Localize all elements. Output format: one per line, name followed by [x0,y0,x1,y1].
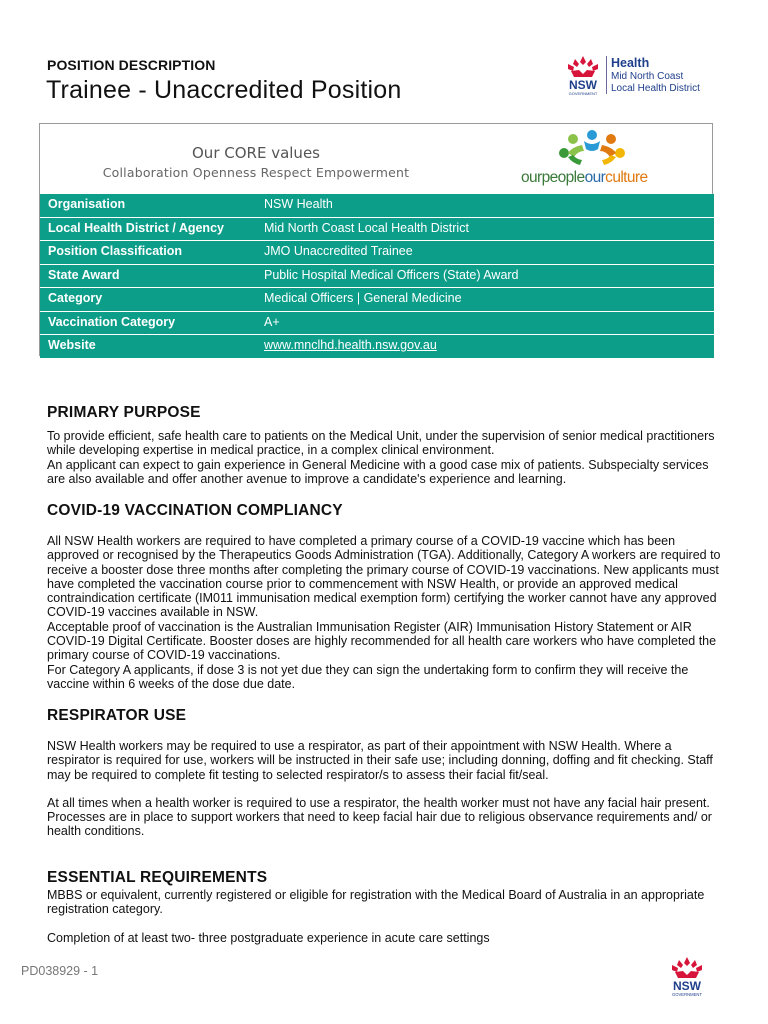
nsw-government-logo [664,954,710,1000]
info-label: Website [48,338,96,352]
footer-government-text: GOVERNMENT [671,992,703,997]
logo-district-line2: Local Health District [611,82,700,94]
logo-government-text: GOVERNMENT [568,91,598,96]
position-info-box [39,123,713,356]
covid-paragraph: Acceptable proof of vaccination is the Australian Immunisation Register (AIR) Immunisation History Statement or AIR COVID-19 Digital Certificate. Booster doses are highly recommended for all health care workers who have completed the primary course of COVID-19 vaccinations. [47,619,717,663]
logo-health-text: Health [611,56,650,70]
logo-divider [606,56,607,94]
info-label: State Award [48,267,120,282]
document-type: POSITION DESCRIPTION [47,57,216,73]
info-label: Category [48,291,103,305]
document-id: PD038929 - 1 [21,964,99,978]
waratah-icon [561,54,605,98]
respirator-paragraph: At all times when a health worker is required to use a respirator, the health worker must not have any facial hair present. Processes are in place to support workers that need to keep facial hair due to religious observance requirements and/ or health conditions. [47,795,712,839]
covid-paragraph: All NSW Health workers are required to have completed a primary course of a COVID-19 vaccine which has been approved or recognised by the Therapeutics Goods Administration (TGA). Additionally, Category A workers are required to receive a booster dose three months after completing the primary course of COVID-19 vaccinations. New applicants must have completed the vaccination course prior to commencement with NSW Health, or provide an approved medical contraindication certificate (IM011 immunisation medical exemption form) certifying the worker cannot have any approved COVID-19 vaccines available in NSW. [47,534,721,620]
info-label: Position Classification [48,244,183,258]
info-label: Vaccination Category [48,314,176,329]
respirator-body [47,739,727,839]
culture-word-ourpeople: ourpeople [521,169,585,186]
essential-paragraph: Completion of at least two- three postgraduate experience in acute care settings [47,930,490,945]
our-people-our-culture-wordmark [521,169,648,187]
culture-word-our: our [584,169,606,186]
nsw-health-logo [561,54,711,98]
waratah-icon [672,957,702,978]
covid-heading: COVID-19 VACCINATION COMPLIANCY [47,502,343,519]
respirator-paragraph: NSW Health workers may be required to use a respirator, as part of their appointment with NSW Health. Where a respirator is required for use, workers will be instructed in their safe use; including donning, doffing and fit checking. Staff may be required to complete fit testing to selected respirator/s to assess their facial fit/seal. [47,739,713,782]
culture-word-culture: culture [605,169,648,186]
info-value: A+ [264,314,280,329]
info-value: Mid North Coast Local Health District [264,220,469,235]
primary-purpose-heading: PRIMARY PURPOSE [47,404,201,421]
essential-body [47,888,727,945]
info-row-vaccination [40,312,714,336]
info-label: Local Health District / Agency [48,220,224,235]
info-row-district [40,218,714,242]
core-values-title: Our CORE values [192,144,320,162]
website-link[interactable]: www.mnclhd.health.nsw.gov.au [264,338,437,352]
core-values-banner [40,124,712,194]
core-values-list: Collaboration Openness Respect Empowerment [102,165,410,180]
info-row-award [40,265,714,289]
info-row-organisation [40,194,714,218]
people-circle-icon [532,127,652,169]
page-title: Trainee - Unaccredited Position [46,76,402,104]
info-value: NSW Health [264,197,333,211]
info-row-category [40,288,714,312]
info-table [40,194,714,359]
logo-district-line1: Mid North Coast [611,70,684,82]
info-value: Medical Officers | General Medicine [264,291,462,305]
info-value: JMO Unaccredited Trainee [264,244,413,258]
info-row-website [40,335,714,359]
info-value: Public Hospital Medical Officers (State) Award [264,267,519,282]
covid-paragraph: For Category A applicants, if dose 3 is not yet due they can sign the undertaking form to confirm they will receive the vaccine within 6 weeks of the dose due date. [47,662,689,691]
info-row-classification [40,241,714,265]
logo-nsw-text: NSW [569,78,597,92]
info-label: Organisation [48,197,126,211]
essential-heading: ESSENTIAL REQUIREMENTS [47,869,268,886]
primary-purpose-body [47,429,727,486]
essential-paragraph: MBBS or equivalent, currently registered or eligible for registration with the Medical Board of Australia in an appropriate registration category. [47,888,705,917]
respirator-heading: RESPIRATOR USE [47,707,187,724]
footer-nsw-text: NSW [673,979,701,993]
primary-purpose-paragraph: To provide efficient, safe health care to patients on the Medical Unit, under the supervision of senior medical practitioners while developing expertise in medical practice, in a complex clinical environment. [47,429,715,458]
covid-body [47,534,727,691]
primary-purpose-paragraph: An applicant can expect to gain experience in General Medicine with a good case mix of patients. Subspecialty services are also available and offer another avenue to improve a candidate's experience and learning. [47,457,709,486]
